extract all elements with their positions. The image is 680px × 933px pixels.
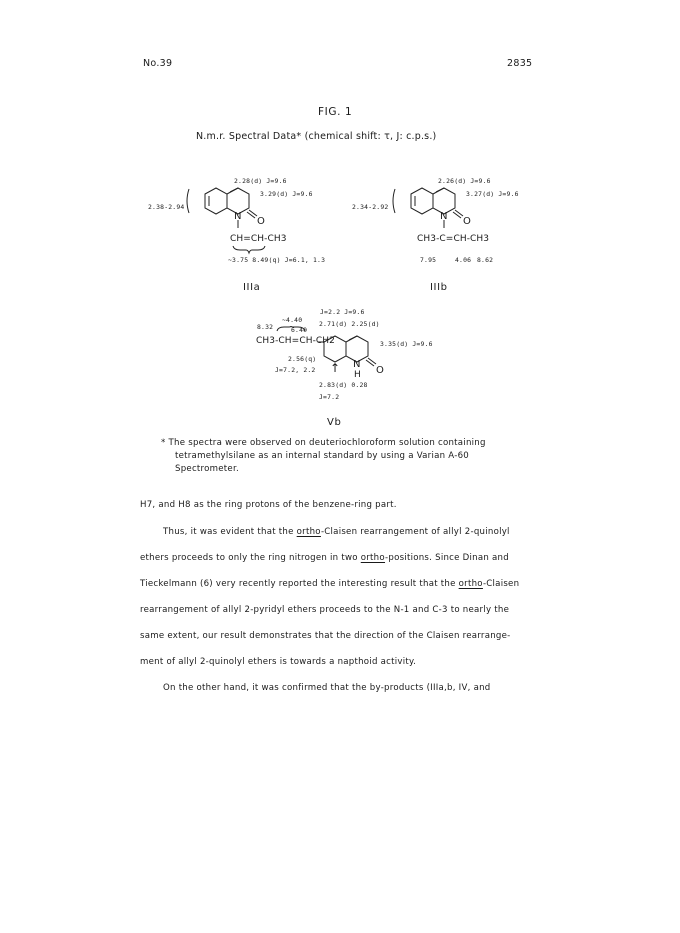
iiia-brace xyxy=(232,245,266,253)
body-p1-line-3: Tieckelmann (6) very recently reported the interesting result that the ortho-Claisen xyxy=(140,579,520,589)
iiib-side-shift: 3.27(d) J=9.6 xyxy=(466,190,519,198)
body-line-0: H7, and H8 as the ring protons of the benzene-ring part. xyxy=(140,500,397,510)
vb-h: H xyxy=(354,370,361,380)
body-p1-line-4: rearrangement of allyl 2-pyridyl ethers proceeds to the N-1 and C-3 to nearly the xyxy=(140,605,510,615)
footnote-line-2: tetramethylsilane as an internal standard by using a Varian A-60 xyxy=(175,451,470,461)
iiia-o: O xyxy=(257,216,265,227)
body-p1-line-1: Thus, it was evident that the ortho-Claisen rearrangement of allyl 2-quinolyl xyxy=(163,527,510,537)
iiib-chain: CH3-C=CH-CH3 xyxy=(417,234,490,244)
vb-j-top: J=2.2 J=9.6 xyxy=(320,308,365,316)
iiib-o: O xyxy=(463,216,471,227)
figure-title: FIG. 1 xyxy=(318,106,353,118)
vb-o: O xyxy=(376,365,384,376)
vb-q-shift: 2.56(q) xyxy=(288,355,317,363)
vb-shifts-upper: 2.71(d) 2.25(d) xyxy=(319,320,380,328)
vb-shift-832: 8.32 xyxy=(257,323,274,331)
vb-bottom-coupling: J=7.2 xyxy=(319,393,340,401)
vb-n: N xyxy=(353,359,361,370)
vb-q-coupling: J=7.2, 2.2 xyxy=(275,366,316,374)
iiib-label: IIIb xyxy=(430,282,448,293)
vb-shift-640: 6.40 xyxy=(291,326,308,334)
body-p1-line-2: ethers proceeds to only the ring nitrogen in two ortho-positions. Since Dinan and xyxy=(140,553,509,563)
page-number: 2835 xyxy=(507,58,533,69)
iiia-top-shift: 2.28(d) J=9.6 xyxy=(234,177,287,185)
iiia-label: IIIa xyxy=(243,282,261,293)
footnote-line-1: * The spectra were observed on deuteriochloroform solution containing xyxy=(161,438,486,448)
vb-label: Vb xyxy=(327,417,342,428)
body-p1-line-5: same extent, our result demonstrates that the direction of the Claisen rearrange- xyxy=(140,631,511,641)
vb-side-shift: 3.35(d) J=9.6 xyxy=(380,340,433,348)
iiib-n: N xyxy=(440,211,448,222)
iiia-range: 2.38-2.94 xyxy=(148,203,185,211)
body-p1-line-6: ment of allyl 2-quinolyl ethers is towards a napthoid activity. xyxy=(140,657,417,667)
figure-caption: N.m.r. Spectral Data* (chemical shift: τ, J: c.p.s.) xyxy=(196,131,437,142)
iiib-shift-1: 7.95 xyxy=(420,256,437,264)
body-p2-line-1: On the other hand, it was confirmed that the by-products (IIIa,b, IV, and xyxy=(163,683,491,693)
iiib-top-shift: 2.26(d) J=9.6 xyxy=(438,177,491,185)
iiia-n: N xyxy=(234,211,242,222)
vb-bottom-shifts: 2.83(d) 0.28 xyxy=(319,381,368,389)
vb-chain: CH3-CH=CH-CH2 xyxy=(256,336,335,346)
vb-shift-440: ~4.40 xyxy=(282,316,303,324)
iiia-chain-shifts: ~3.75 8.49(q) J=6.1, 1.3 xyxy=(228,256,326,264)
footnote-line-3: Spectrometer. xyxy=(175,464,239,474)
iiia-chain: CH=CH-CH3 xyxy=(230,234,287,244)
iiib-shift-3: 8.62 xyxy=(477,256,494,264)
iiib-shift-2: 4.06 xyxy=(455,256,472,264)
vb-arrow: ↑ xyxy=(330,361,341,375)
journal-number: No.39 xyxy=(143,58,173,69)
iiia-side-shift: 3.29(d) J=9.6 xyxy=(260,190,313,198)
iiib-range: 2.34-2.92 xyxy=(352,203,389,211)
